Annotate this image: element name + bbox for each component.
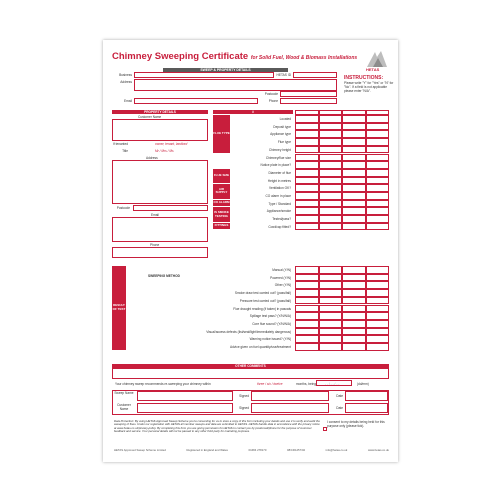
appliance-grid-cell[interactable]: [319, 312, 343, 320]
appliance-grid-cell[interactable]: [319, 192, 343, 200]
appliance-grid-cell[interactable]: [366, 343, 390, 351]
results-side-label: RESULT OF TEST: [112, 266, 126, 350]
phone-label: Phone: [268, 99, 278, 103]
appliance-grid-cell[interactable]: [319, 281, 343, 289]
appliance-grid-cell[interactable]: [366, 289, 390, 297]
appliance-grid-cell[interactable]: [342, 266, 366, 274]
footer-company-number: 08/CR1257/02: [287, 448, 306, 452]
address-field[interactable]: [134, 79, 337, 91]
appliance-grid-cell[interactable]: [342, 169, 366, 177]
property-email-field[interactable]: [112, 217, 208, 242]
appliance-row-label: Chimney/flue size: [265, 155, 291, 160]
customer-date-label: Date: [336, 406, 343, 410]
appliance-grid-cell[interactable]: [342, 200, 366, 208]
appliance-group-label: AIR SUPPLY: [213, 184, 230, 198]
appliance-grid-cell[interactable]: [366, 115, 390, 123]
appliance-grid-cell[interactable]: [366, 207, 390, 215]
appliance-grid-cell[interactable]: [319, 266, 343, 274]
appliance-grid-cell[interactable]: [342, 343, 366, 351]
appliance-grid-cell[interactable]: [342, 297, 366, 305]
property-email-label: Email: [151, 213, 159, 217]
appliance-grid-cell[interactable]: [342, 281, 366, 289]
appliance-group-label: FITTINGS: [213, 223, 230, 230]
appliance-group-label: CO ALARM: [213, 200, 230, 207]
property-details-band: PROPERTY DETAILS: [112, 110, 208, 114]
appliance-grid-cell[interactable]: [366, 312, 390, 320]
title-label: Title: [122, 149, 128, 153]
logo-text: HETAS: [366, 67, 380, 72]
instructions-text: Please write "Y" for "Yes" or "N" for "No". If a field is not applicable please enter "N/A".: [344, 81, 394, 93]
if-tenanted-value: owner, tenant, landlord: [155, 142, 188, 146]
sweep-signed-label: Signed: [239, 394, 249, 398]
appliance-grid-cell[interactable]: [342, 223, 366, 231]
instructions-block: [344, 75, 396, 93]
appliance-group-label: FLUE SIZE: [213, 169, 230, 183]
appliance-grid-cell[interactable]: [295, 281, 319, 289]
sweep-result-label: Warning notice issued? (Y/N): [249, 337, 291, 342]
appliance-grid-cell[interactable]: [366, 130, 390, 138]
appliance-row-label: Appliance type: [270, 132, 291, 137]
appliance-grid-cell[interactable]: [319, 305, 343, 313]
appliance-grid-cell[interactable]: [319, 343, 343, 351]
appliance-grid-cell[interactable]: [295, 138, 319, 146]
page-footer: [114, 448, 389, 452]
appliance-grid-cell[interactable]: [319, 335, 343, 343]
appliance-grid-cell[interactable]: [366, 297, 390, 305]
sweep-result-label: Visual/access defects (list/seal/light/immediately dangerous): [206, 329, 291, 334]
customer-date-field[interactable]: [345, 403, 388, 413]
sweeping-method-label: Manual (Y/N): [272, 268, 291, 272]
appliance-grid-cell[interactable]: [319, 289, 343, 297]
property-postcode-field[interactable]: [133, 205, 208, 211]
footer-phone: 01684 278170: [248, 448, 267, 452]
certificate-sheet: [103, 40, 398, 462]
appliance-group-label: FLUE TYPE: [213, 115, 230, 153]
sweep-result-label: Advice given on fuel quantity/use/treatment: [230, 345, 291, 349]
appliance-grid-cell[interactable]: [366, 123, 390, 131]
customer-name-label: Customer Name: [138, 115, 162, 119]
property-phone-field[interactable]: [112, 247, 208, 258]
certificate-title: Chimney Sweeping Certificate for Solid Fuel, Wood & Biomass Installations: [112, 51, 358, 62]
appliance-grid-cell[interactable]: [319, 138, 343, 146]
appliance-grid-cell[interactable]: [342, 184, 366, 192]
appliance-row-label: Type / Standard: [268, 201, 291, 206]
business-field[interactable]: [134, 72, 274, 78]
sweep-result-label: Flue draught reading (if taken) in pascals: [233, 306, 291, 311]
data-protection-note: Data Protection: By using HETAS Approved Sweep Scheme you're consenting for us to store a copy of this form including your details and use it to verify and audit the sweeping of flues. Under our registration with HETAS all member sweeps and data are submitted to HETAS. HETAS handle data in accordance with the privacy notice at www.hetas.co.uk/privacy-policy. By completing this form you are giving permission for HETAS to contact you by post/email/phone for the purpose of customer feedback and service. Your personal details will not be passed to any other third party for marketing purposes.: [114, 419, 320, 433]
appliance-grid-cell[interactable]: [295, 161, 319, 169]
appliance-grid-cell[interactable]: [295, 192, 319, 200]
appliance-grid-cell[interactable]: [295, 177, 319, 185]
appliance-grid-cell[interactable]: [295, 223, 319, 231]
other-comments-field[interactable]: [112, 368, 389, 379]
appliance-grid-cell[interactable]: [295, 146, 319, 154]
appliance-row-label: Notice plate in place?: [260, 163, 291, 168]
appliance-row-label: Appliance/smoke: [266, 209, 291, 214]
sweep-date-label: Date: [336, 394, 343, 398]
hetas-id-label: HETAS ID: [276, 73, 291, 77]
business-label: Business: [119, 73, 132, 77]
appliance-grid-cell[interactable]: [342, 274, 366, 282]
appliance-grid-cell[interactable]: [295, 305, 319, 313]
customer-name-sign-field[interactable]: [137, 403, 233, 413]
email-label: Email: [124, 99, 132, 103]
appliance-grid-cell[interactable]: [342, 161, 366, 169]
property-address-field[interactable]: [112, 160, 208, 204]
other-comments-band: OTHER COMMENTS: [112, 364, 389, 368]
appliance-grid-cell[interactable]: [295, 207, 319, 215]
appliance-grid-cell[interactable]: [342, 312, 366, 320]
appliance-grid-cell[interactable]: [319, 161, 343, 169]
appliance-row-label: Ventilation OK?: [269, 186, 291, 191]
appliance-grid-cell[interactable]: [319, 328, 343, 336]
property-postcode-label: Postcode: [116, 206, 130, 210]
appliance-grid-cell[interactable]: [366, 215, 390, 223]
consent-text: I consent to my details being held for this purpose only (please tick).: [327, 420, 385, 428]
appliance-grid-cell[interactable]: [366, 169, 390, 177]
appliance-column-header[interactable]: [342, 110, 366, 115]
appliance-grid-cell[interactable]: [366, 146, 390, 154]
appliance-grid-cell[interactable]: [295, 297, 319, 305]
appliance-grid-cell[interactable]: [366, 305, 390, 313]
hetas-id-field[interactable]: [293, 72, 337, 78]
sweeping-method-label: Powered (Y/N): [270, 275, 291, 280]
appliance-grid-cell[interactable]: [319, 123, 343, 131]
appliance-row-label: Height in metres: [267, 178, 291, 183]
appliance-grid-cell[interactable]: [366, 192, 390, 200]
customer-name-sign-label: Customer Name: [117, 403, 131, 411]
appliance-grid-cell[interactable]: [342, 138, 366, 146]
appliance-grid-cell[interactable]: [319, 169, 343, 177]
appliance-column-header[interactable]: [366, 110, 390, 115]
appliance-group-label: IS SMOKE TESTING: [213, 207, 230, 221]
date-format: (dd/mm): [357, 382, 369, 386]
appliance-grid-cell[interactable]: [366, 154, 390, 162]
appliance-grid-cell[interactable]: [342, 335, 366, 343]
recommend-options: three / six / twelve: [257, 382, 283, 386]
appliance-grid-cell[interactable]: [342, 115, 366, 123]
appliance-grid-cell[interactable]: [366, 335, 390, 343]
appliance-grid-cell[interactable]: [295, 320, 319, 328]
appliance-grid-cell[interactable]: [319, 115, 343, 123]
appliance-grid-cell[interactable]: [366, 320, 390, 328]
sweep-result-label: Core flue sound? (Y/N/N/A): [252, 321, 291, 326]
appliance-grid-cell[interactable]: [295, 169, 319, 177]
appliance-grid-cell[interactable]: [295, 266, 319, 274]
appliance-grid-cell[interactable]: [319, 297, 343, 305]
footer-web: www.hetas.co.uk: [367, 448, 389, 452]
footer-email: info@hetas.co.uk: [325, 448, 348, 452]
address-label: Address: [120, 80, 132, 84]
appliance-grid-cell[interactable]: [295, 184, 319, 192]
appliance-grid-cell[interactable]: [319, 223, 343, 231]
appliance-row-label: Diameter of flue: [268, 170, 291, 175]
appliance-grid-cell[interactable]: [366, 281, 390, 289]
appliance-grid-cell[interactable]: [342, 215, 366, 223]
appliance-grid-cell[interactable]: [319, 200, 343, 208]
sweeping-method-heading: SWEEPING METHOD: [148, 274, 180, 278]
appliance-grid-cell[interactable]: [319, 146, 343, 154]
appliance-grid-cell[interactable]: [342, 123, 366, 131]
sweep-result-label: Smoke draw test carried out? (pass/fail): [234, 291, 291, 296]
footer-registered: Registered in England and Wales: [186, 448, 228, 452]
appliance-grid-cell[interactable]: [342, 192, 366, 200]
hetas-logo-icon: [365, 49, 389, 69]
sweep-details-band: SWEEP & PROPERTY DETAILS: [163, 68, 288, 72]
appliance-grid-cell[interactable]: [295, 335, 319, 343]
appliance-grid-cell[interactable]: [319, 320, 343, 328]
appliance-grid-cell[interactable]: [342, 146, 366, 154]
appliance-grid-cell[interactable]: [319, 130, 343, 138]
appliance-row-label: Deposit type: [273, 124, 291, 129]
appliance-grid-cell[interactable]: [319, 274, 343, 282]
appliance-grid-cell[interactable]: [366, 184, 390, 192]
appliance-grid-cell[interactable]: [295, 154, 319, 162]
sweep-signature-field[interactable]: [251, 391, 329, 401]
consent-block: [327, 420, 393, 428]
appliance-grid-cell[interactable]: [319, 207, 343, 215]
appliance-grid-cell[interactable]: [342, 289, 366, 297]
if-tenanted-label: If tenanted: [112, 142, 128, 146]
appliance-grid-cell[interactable]: [366, 177, 390, 185]
property-phone-label: Phone: [150, 243, 160, 247]
title-value: Mr / Mrs / Ms: [155, 149, 174, 153]
appliance-column-header[interactable]: [319, 110, 343, 115]
appliance-grid-cell[interactable]: [295, 115, 319, 123]
appliance-grid-cell[interactable]: [342, 207, 366, 215]
instructions-heading: INSTRUCTIONS:: [344, 75, 384, 81]
appliance-row-label: Located: [279, 117, 291, 121]
appliance-grid-cell[interactable]: [342, 320, 366, 328]
postcode-label: Postcode: [264, 92, 278, 96]
appliance-grid-cell[interactable]: [319, 177, 343, 185]
appliance-grid-cell[interactable]: [295, 328, 319, 336]
appliance-row-label: Tested/pass?: [272, 217, 291, 222]
customer-signed-label: Signed: [239, 406, 249, 410]
appliance-grid-cell[interactable]: [295, 343, 319, 351]
recommend-label: Your chimney sweep recommends re-sweeping your chimney within: [115, 382, 211, 386]
appliance-grid-cell[interactable]: [295, 215, 319, 223]
appliance-grid-cell[interactable]: [295, 200, 319, 208]
appliance-grid-cell[interactable]: [366, 200, 390, 208]
date-placeholder: - - / - - / - -: [325, 381, 340, 386]
appliance-grid-cell[interactable]: [342, 177, 366, 185]
appliance-grid-cell[interactable]: [342, 305, 366, 313]
sweep-phone-field[interactable]: [280, 98, 337, 104]
sweep-postcode-field[interactable]: [280, 91, 337, 97]
appliance-number-band: #: [213, 110, 293, 114]
appliance-row-label: Chimney height: [268, 147, 291, 152]
appliance-grid-cell[interactable]: [342, 130, 366, 138]
appliance-grid-cell[interactable]: [295, 289, 319, 297]
appliance-grid-cell[interactable]: [295, 123, 319, 131]
appliance-grid-cell[interactable]: [366, 266, 390, 274]
appliance-grid-cell[interactable]: [366, 274, 390, 282]
certificate-subtitle: for Solid Fuel, Wood & Biomass Installations: [250, 55, 358, 61]
appliance-grid-cell[interactable]: [366, 138, 390, 146]
appliance-grid-cell[interactable]: [319, 154, 343, 162]
appliance-grid-cell[interactable]: [295, 312, 319, 320]
footer-company: HETAS Approved Sweep Scheme Limited: [114, 448, 166, 452]
sweep-result-label: Pressure test carried out? (pass/fail): [239, 298, 291, 303]
appliance-grid-cell[interactable]: [319, 184, 343, 192]
sweep-email-field[interactable]: [134, 98, 258, 104]
months-label: months, being: [296, 382, 317, 386]
appliance-grid-cell[interactable]: [295, 130, 319, 138]
appliance-grid-cell[interactable]: [295, 274, 319, 282]
sweep-name-label: Sweep Name: [114, 391, 134, 395]
property-address-label: Address: [146, 156, 158, 160]
appliance-grid-cell[interactable]: [366, 161, 390, 169]
appliance-column-header[interactable]: [295, 110, 319, 115]
customer-name-field[interactable]: [112, 119, 208, 141]
appliance-grid-cell[interactable]: [366, 223, 390, 231]
consent-checkbox[interactable]: [323, 427, 327, 431]
sweeping-method-label: Other (Y/N): [274, 283, 291, 288]
appliance-grid-cell[interactable]: [342, 328, 366, 336]
appliance-row-label: Cowl/cap fitted?: [268, 224, 291, 229]
sweep-date-field[interactable]: [345, 391, 388, 401]
sweep-name-field[interactable]: [137, 391, 233, 401]
appliance-grid-cell[interactable]: [319, 215, 343, 223]
sweep-result-label: Spillage test pass? (Y/N/N/A): [249, 314, 291, 319]
appliance-row-label: Flue type: [277, 140, 291, 145]
appliance-row-label: CO alarm in place: [265, 194, 291, 198]
appliance-grid-cell[interactable]: [366, 328, 390, 336]
appliance-grid-cell[interactable]: [342, 154, 366, 162]
customer-signature-field[interactable]: [251, 403, 329, 413]
